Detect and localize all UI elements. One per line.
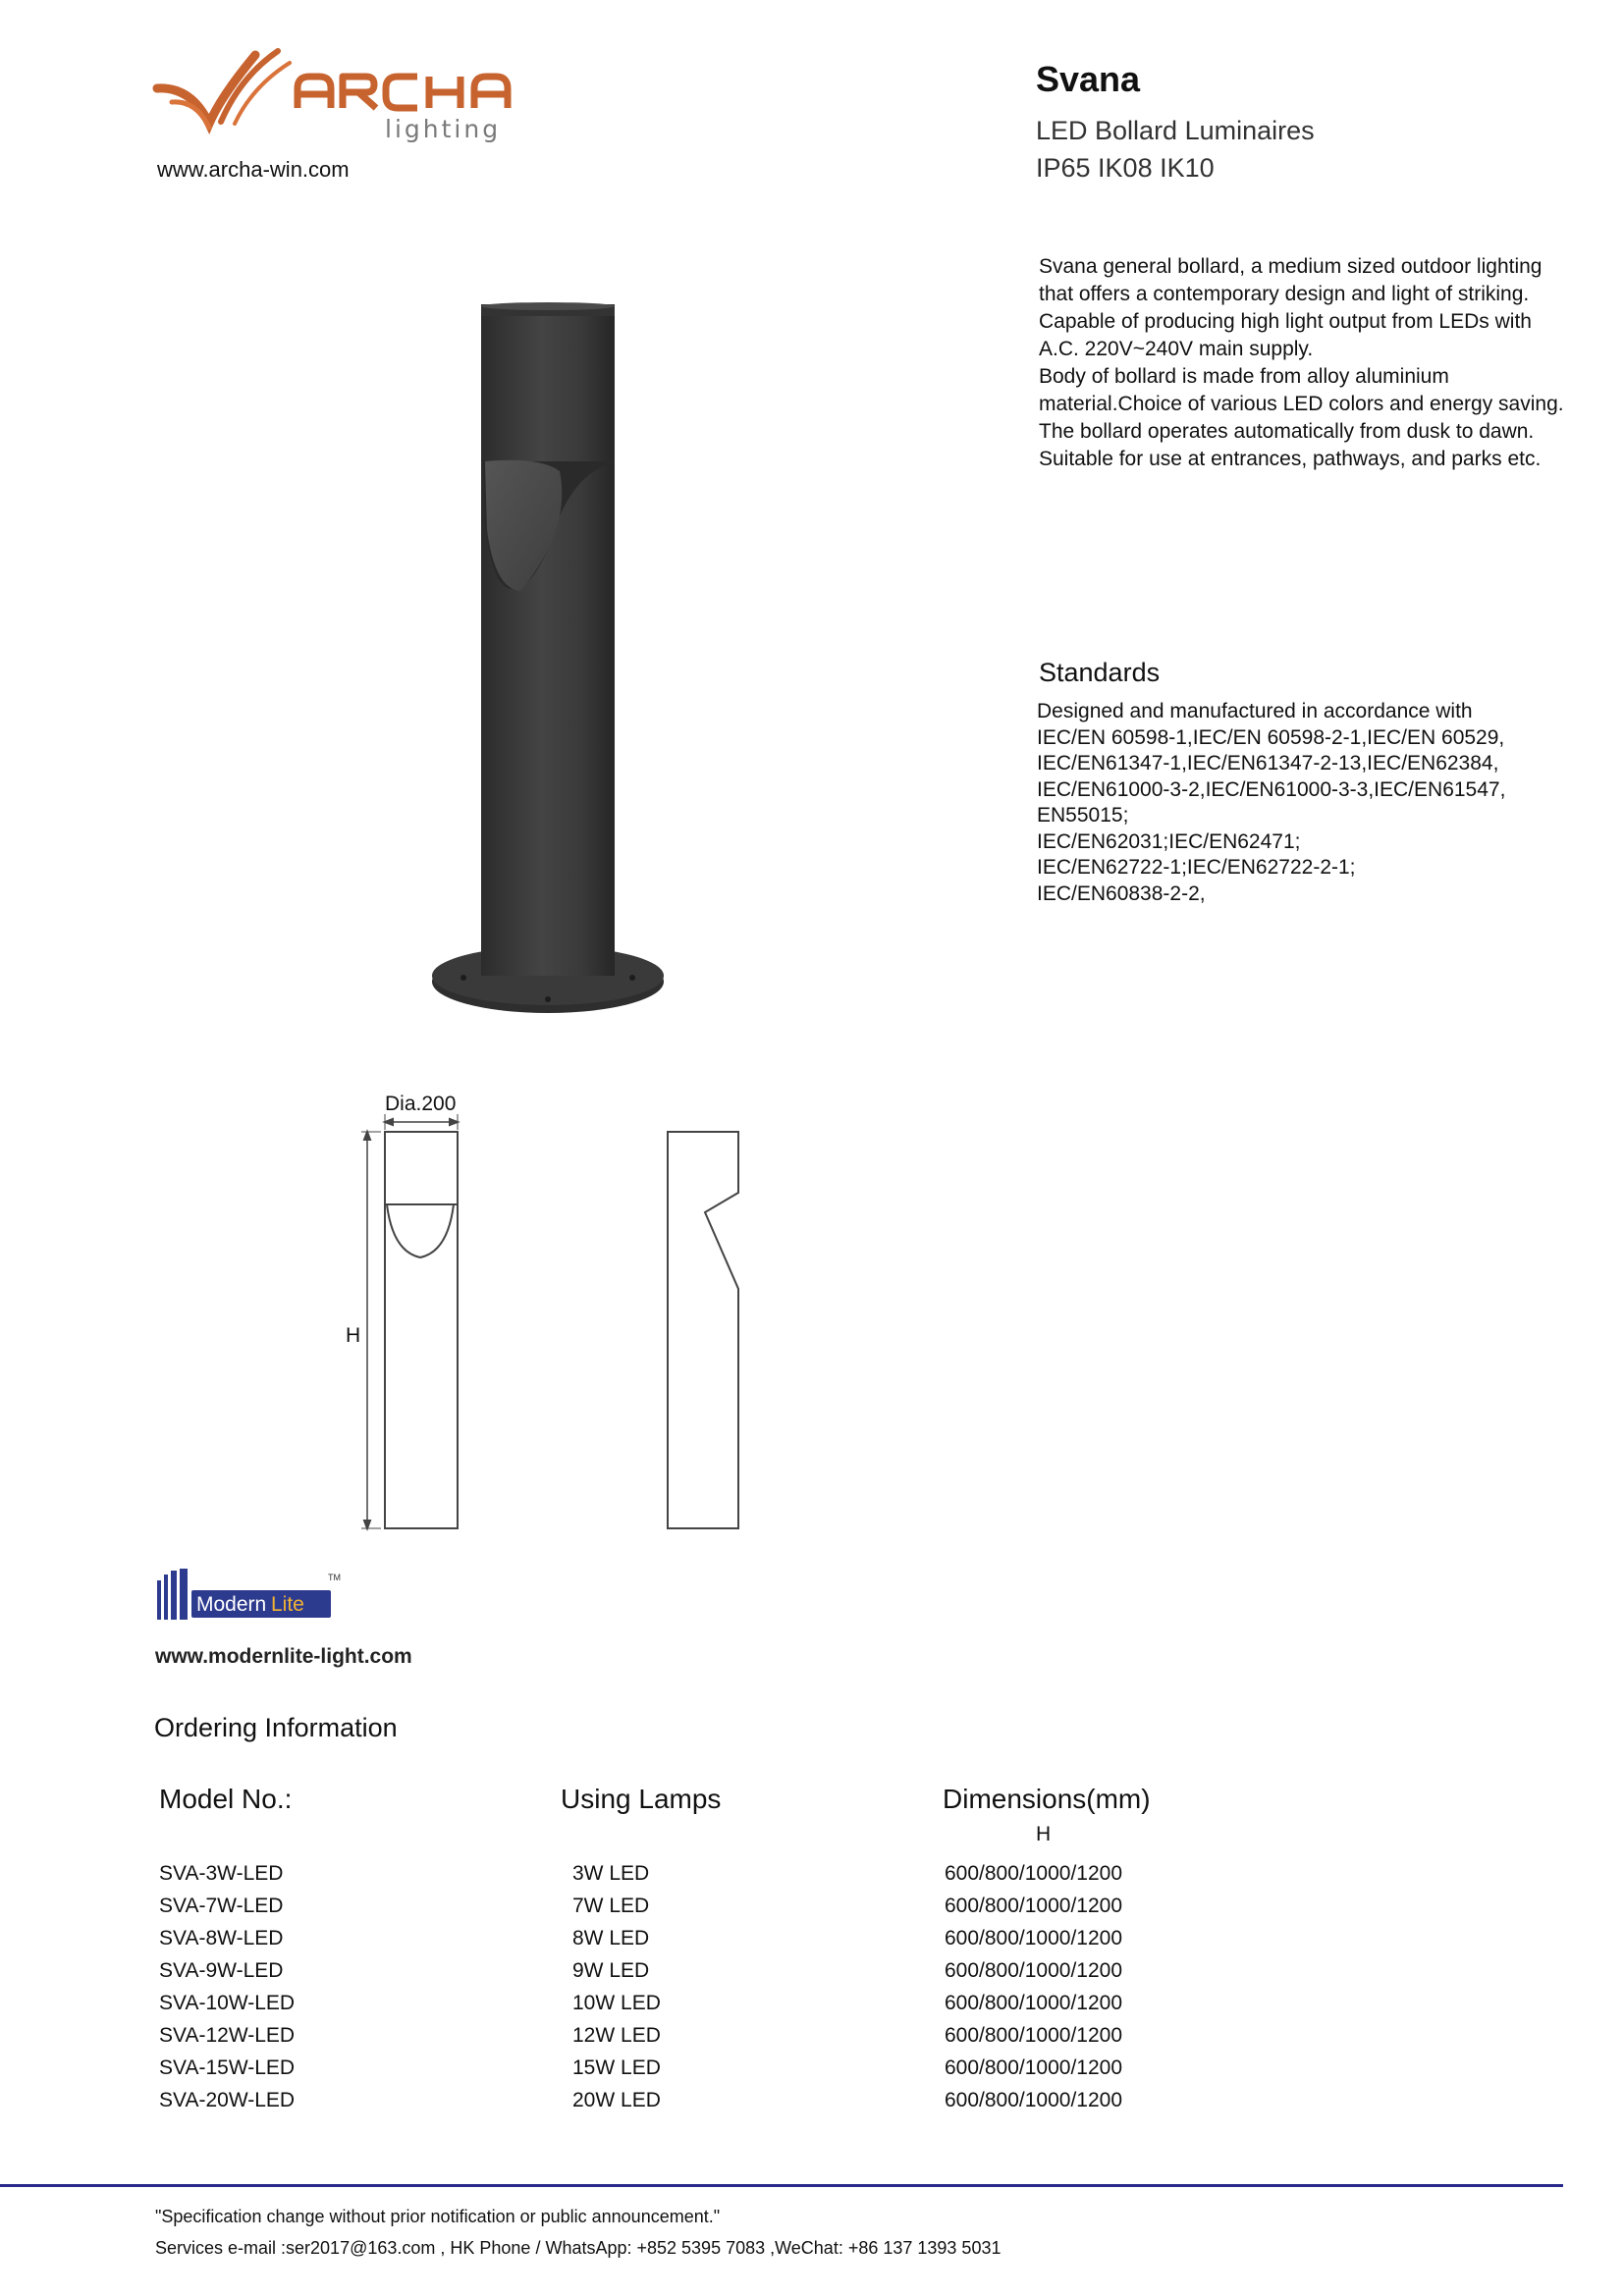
- dimensions-cell: 600/800/1000/1200: [945, 1895, 1123, 1917]
- standards-heading: Standards: [1039, 658, 1161, 687]
- column-header-dimensions: Dimensions(mm): [943, 1784, 1151, 1814]
- table-row: [159, 1927, 1239, 1959]
- footer-notice: "Specification change without prior notification or public announcement.": [155, 2207, 721, 2226]
- archa-logo: [152, 37, 525, 147]
- description-line: The bollard operates automatically from dusk to dawn.: [1039, 420, 1535, 443]
- model-cell: SVA-3W-LED: [159, 1862, 284, 1885]
- archa-wordmark: [298, 77, 508, 108]
- standards-text: [1037, 699, 1606, 907]
- lamp-cell: 12W LED: [572, 2024, 661, 2047]
- lamp-cell: 9W LED: [572, 1959, 650, 1982]
- dimensions-cell: 600/800/1000/1200: [945, 2056, 1123, 2079]
- standards-line: EN55015;: [1037, 804, 1129, 827]
- archa-lighting-wordmark: [385, 115, 501, 143]
- model-cell: SVA-12W-LED: [159, 2024, 296, 2047]
- dimension-drawing: [334, 1085, 766, 1541]
- dimensions-cell: 600/800/1000/1200: [945, 1862, 1123, 1885]
- side-view-drawing: [668, 1132, 738, 1528]
- standards-line: IEC/EN62031;IEC/EN62471;: [1037, 829, 1301, 853]
- ordering-title: Ordering Information: [154, 1713, 398, 1742]
- column-subheader-height: H: [1036, 1823, 1052, 1845]
- product-type: LED Bollard Luminaires: [1036, 116, 1315, 145]
- description-line: Capable of producing high light output from LEDs with: [1039, 310, 1532, 333]
- description-line: A.C. 220V~240V main supply.: [1039, 338, 1314, 360]
- svg-text:Modern: Modern: [196, 1593, 267, 1616]
- table-row: [159, 2089, 1239, 2121]
- standards-line: IEC/EN61000-3-2,IEC/EN61000-3-3,IEC/EN61547,: [1037, 777, 1506, 801]
- table-row: [159, 1895, 1239, 1927]
- column-header-lamps: Using Lamps: [561, 1784, 722, 1814]
- dimensions-cell: 600/800/1000/1200: [945, 2024, 1123, 2047]
- model-cell: SVA-8W-LED: [159, 1927, 284, 1949]
- diameter-label: Dia.200: [385, 1093, 457, 1115]
- company-website: www.archa-win.com: [157, 157, 350, 182]
- model-cell: SVA-20W-LED: [159, 2089, 296, 2111]
- description-line: material.Choice of various LED colors and energy saving.: [1039, 393, 1564, 415]
- table-row: [159, 1862, 1239, 1895]
- height-label: H: [346, 1324, 361, 1347]
- table-row: [159, 1959, 1239, 1992]
- column-header-model: Model No.:: [159, 1784, 293, 1814]
- dimensions-cell: 600/800/1000/1200: [945, 2089, 1123, 2111]
- lamp-cell: 20W LED: [572, 2089, 661, 2111]
- lamp-cell: 3W LED: [572, 1862, 650, 1885]
- product-rating: IP65 IK08 IK10: [1036, 153, 1215, 183]
- description-line: Suitable for use at entrances, pathways, and parks etc.: [1039, 448, 1542, 470]
- standards-line: IEC/EN62722-1;IEC/EN62722-2-1;: [1037, 856, 1356, 879]
- standards-line: IEC/EN60838-2-2,: [1037, 881, 1206, 905]
- model-cell: SVA-7W-LED: [159, 1895, 284, 1917]
- table-row: [159, 2056, 1239, 2089]
- svg-text:TM: TM: [328, 1573, 341, 1582]
- description-line: that offers a contemporary design and light of striking.: [1039, 283, 1530, 305]
- model-cell: SVA-10W-LED: [159, 1992, 296, 2014]
- svg-text:Lite: Lite: [271, 1593, 304, 1616]
- model-cell: SVA-15W-LED: [159, 2056, 296, 2079]
- standards-line: IEC/EN61347-1,IEC/EN61347-2-13,IEC/EN62384,: [1037, 752, 1499, 774]
- partner-website: www.modernlite-light.com: [155, 1645, 412, 1668]
- table-row: [159, 2024, 1239, 2056]
- product-name: Svana: [1036, 59, 1141, 99]
- footer-divider: [0, 2184, 1563, 2187]
- ordering-table: [159, 1862, 1239, 2121]
- footer-contact: Services e-mail :ser2017@163.com , HK Phone / WhatsApp: +852 5395 7083 ,WeChat: +86 137 1393 5031: [155, 2238, 1001, 2258]
- description-line: Svana general bollard, a medium sized outdoor lighting: [1039, 255, 1543, 278]
- front-view-drawing: [361, 1114, 458, 1528]
- lamp-cell: 7W LED: [572, 1895, 650, 1917]
- standards-line: IEC/EN 60598-1,IEC/EN 60598-2-1,IEC/EN 60529,: [1037, 725, 1505, 749]
- svg-text:lighting: lighting: [385, 115, 502, 143]
- product-description: [1039, 253, 1608, 473]
- dimensions-cell: 600/800/1000/1200: [945, 1992, 1123, 2014]
- bollard-product-photo: [422, 294, 677, 1026]
- table-row: [159, 1992, 1239, 2024]
- lamp-cell: 15W LED: [572, 2056, 661, 2079]
- archa-swoosh-icon: [157, 51, 290, 128]
- standards-line: Designed and manufactured in accordance with: [1037, 700, 1473, 722]
- model-cell: SVA-9W-LED: [159, 1959, 284, 1982]
- dimensions-cell: 600/800/1000/1200: [945, 1959, 1123, 1982]
- description-line: Body of bollard is made from alloy aluminium: [1039, 365, 1449, 388]
- lamp-cell: 8W LED: [572, 1927, 650, 1949]
- dimensions-cell: 600/800/1000/1200: [945, 1927, 1123, 1949]
- modernlite-logo: [155, 1567, 342, 1626]
- lamp-cell: 10W LED: [572, 1992, 661, 2014]
